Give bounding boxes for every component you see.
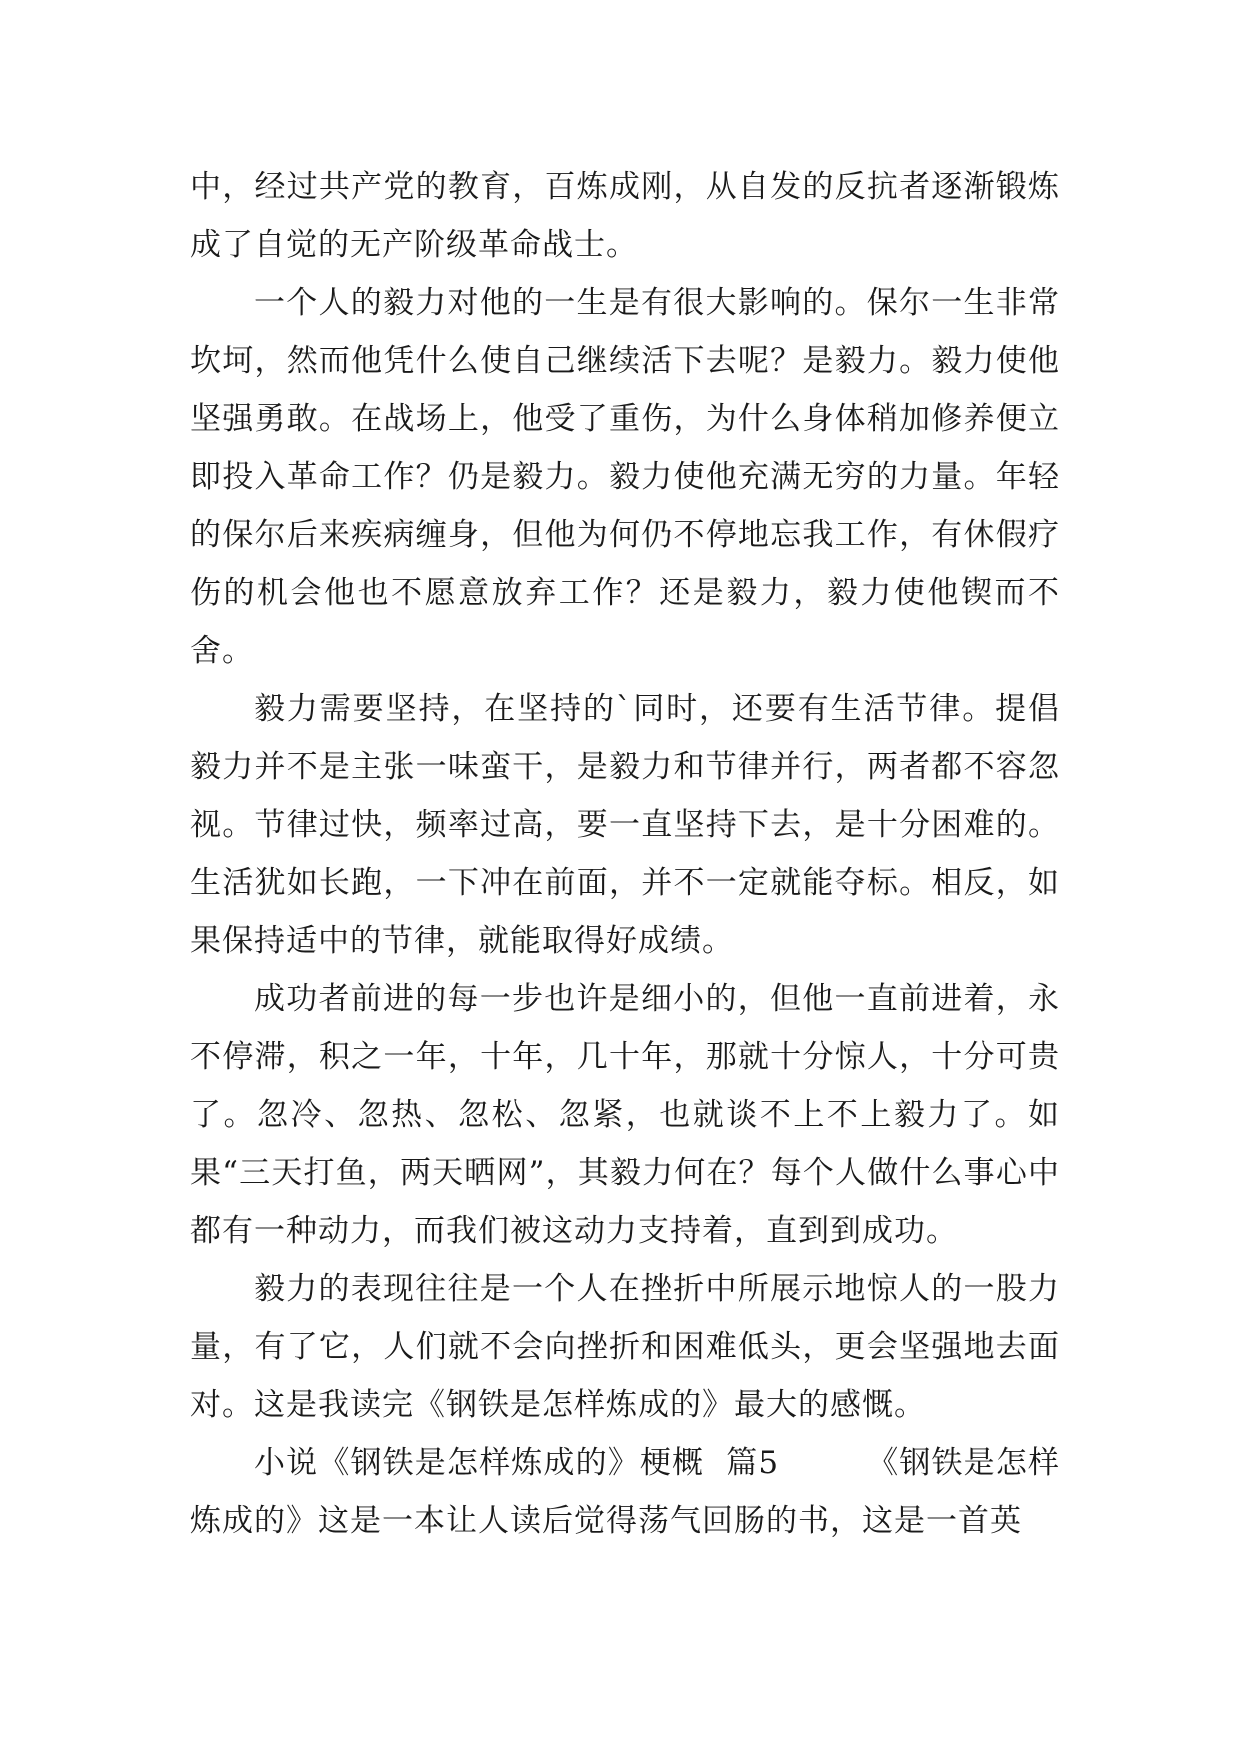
paragraph-5: 毅力的表现往往是一个人在挫折中所展示地惊人的一股力量，有了它，人们就不会向挫折和困难低头，更会坚强地去面对。这是我读完《钢铁是怎样炼成的》最大的感慨。: [190, 1271, 1060, 1423]
paragraph-2: 一个人的毅力对他的一生是有很大影响的。保尔一生非常坎坷，然而他凭什么使自己继续活下去呢？是毅力。毅力使他坚强勇敢。在战场上，他受了重伤，为什么身体稍加修养便立即投入革命工作？仍是毅力。毅力使他充满无穷的力量。年轻的保尔后来疾病缠身，但他为何仍不停地忘我工作，有休假疗伤的机会他也不愿意放弃工作？还是毅力，毅力使他锲而不舍。: [190, 285, 1060, 669]
paragraph-4: 成功者前进的每一步也许是细小的，但他一直前进着，永不停滞，积之一年，十年，几十年，那就十分惊人，十分可贵了。忽冷、忽热、忽松、忽紧，也就谈不上不上毅力了。如果“三天打鱼，两天晒网”，其毅力何在？每个人做什么事心中都有一种动力，而我们被这动力支持着，直到到成功。: [190, 981, 1060, 1249]
paragraph-6: 小说《钢铁是怎样炼成的》梗概 篇5 《钢铁是怎样炼成的》这是一本让人读后觉得荡气回肠的书，这是一首英: [190, 1445, 1060, 1539]
paragraph-1: 中，经过共产党的教育，百炼成刚，从自发的反抗者逐渐锻炼成了自觉的无产阶级革命战士。: [190, 169, 1060, 263]
paragraph-3: 毅力需要坚持，在坚持的`同时，还要有生活节律。提倡毅力并不是主张一味蛮干，是毅力和节律并行，两者都不容忽视。节律过快，频率过高，要一直坚持下去，是十分困难的。生活犹如长跑，一下冲在前面，并不一定就能夺标。相反，如果保持适中的节律，就能取得好成绩。: [190, 691, 1060, 959]
document-body: [190, 158, 1060, 1550]
